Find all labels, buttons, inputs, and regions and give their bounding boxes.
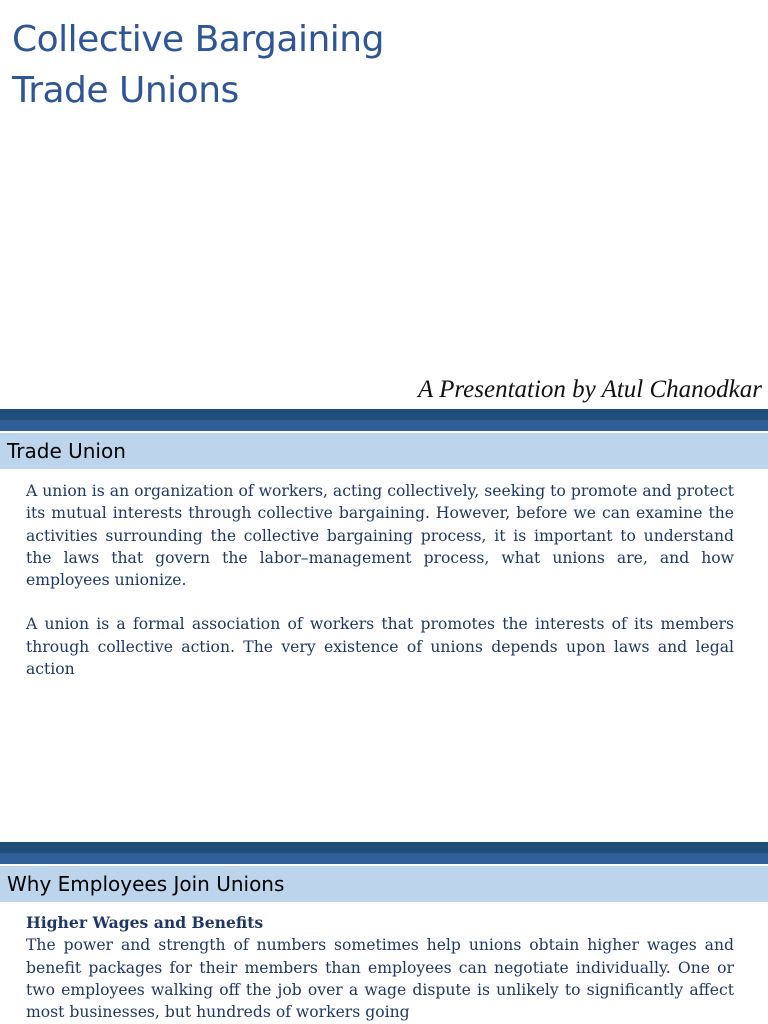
section-body-why-join xyxy=(26,912,734,1023)
divider-stripes xyxy=(0,842,768,866)
title-line-1: Collective Bargaining xyxy=(12,19,384,60)
title-line-2: Trade Unions xyxy=(12,70,239,111)
divider-stripes xyxy=(0,409,768,433)
section-heading-why-join: Why Employees Join Unions xyxy=(0,866,768,902)
paragraph: A union is a formal association of workers that promotes the interests of its members through collective action. The very existence of unions depends upon laws and legal action xyxy=(26,615,734,679)
section-body-trade-union xyxy=(26,480,734,680)
page-title xyxy=(12,14,384,116)
byline: A Presentation by Atul Chanodkar xyxy=(418,376,762,403)
paragraph: A union is an organization of workers, acting collectively, seeking to promote and protect its mutual interests through collective bargaining. However, before we can examine the activities surrounding the collective bargaining process, it is important to understand the laws that govern the labor–management process, what unions are, and how employees unionize. xyxy=(26,482,734,590)
sub-heading: Higher Wages and Benefits xyxy=(26,913,264,932)
paragraph: The power and strength of numbers sometimes help unions obtain higher wages and benefit packages for their members than employees can negotiate individually. One or two employees walking off the job over a wage dispute is unlikely to significantly affect most businesses, but hundreds of workers going xyxy=(26,936,734,1022)
section-heading-trade-union: Trade Union xyxy=(0,433,768,469)
